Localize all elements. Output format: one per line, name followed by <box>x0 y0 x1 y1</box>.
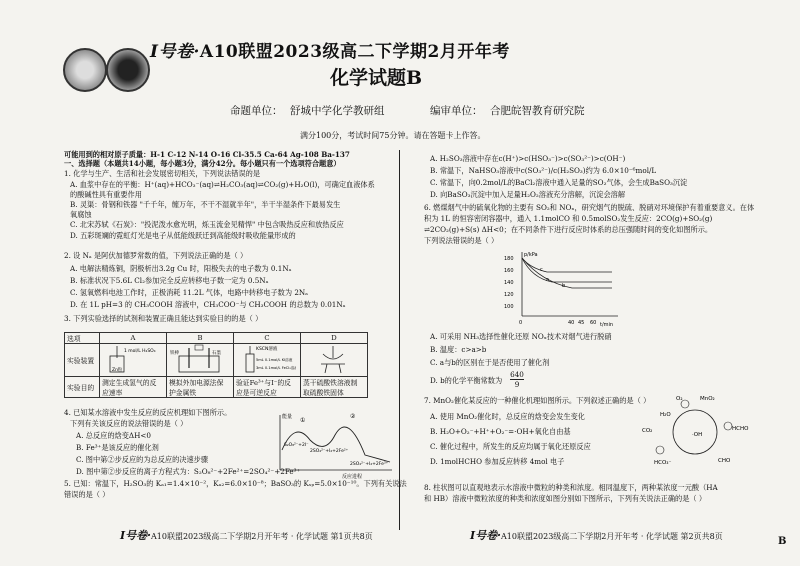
purpose-c: 验证Fe³⁺与I⁻的反 应是可逆反应 <box>234 377 301 398</box>
apparatus-b <box>167 344 234 377</box>
purpose-d: 蒸干硫酸铁溶液制 取硫酸铁固体 <box>301 377 368 398</box>
curve-a <box>522 258 612 282</box>
q8-stem-cont: 和 HB）溶液中微粒浓度的种类和浓度如图分别如下图所示，下列有关说法正确的是（ ） <box>424 494 707 503</box>
step-2-label: ② <box>350 413 356 420</box>
table-header-option: 选项 <box>65 333 100 344</box>
corner-mark: B <box>778 536 787 547</box>
q7-option-b: B. H₂O+O₂⁻+H⁺+O₂⁻=·OH+氧化自由基 <box>430 427 571 436</box>
q2-option-b: B. 标准状况下5.6L Cl₂参加完全反应转移电子数一定为 0.5Nₐ <box>70 276 269 285</box>
curve-c-label: c <box>540 267 543 273</box>
q5-option-a: A. H₂SO₃溶液中存在c(H⁺)>c(HSO₃⁻)>c(SO₃²⁻)>c(OH⁻) <box>430 154 626 163</box>
q7-option-d: D. 1molHCHO 参加反应转移 4mol 电子 <box>430 457 565 466</box>
exam-subtitle: 化学试题B <box>330 67 423 89</box>
q6-stem-4: 下列说法错误的是（ ） <box>424 236 499 245</box>
y-tick-180: 180 <box>504 256 514 262</box>
table-row-label-purpose: 实验目的 <box>65 377 100 398</box>
y-tick-100: 100 <box>504 304 514 310</box>
footer-left: I号卷·A10联盟2023级高二下学期2月开年考 · 化学试题 第1页共8页 <box>120 529 373 542</box>
graph-x-label: t/min <box>600 322 614 328</box>
q4-option-d: D. 图中第②步反应的离子方程式为：S₂O₈²⁻+2Fe²⁺=2SO₄²⁻+2Fe³⁺ <box>76 467 301 476</box>
q7-option-a: A. 使用 MnO₂催化时，总反应的焓变会发生变化 <box>430 412 585 421</box>
table-header-a: A <box>100 333 167 344</box>
svg-text:3mL 0.1mol/L FeCl₃溶液: 3mL 0.1mol/L FeCl₃溶液 <box>256 366 296 370</box>
proposer-label: 命题单位： <box>230 105 283 117</box>
apparatus-a <box>100 344 167 377</box>
exam-title: I号卷·A10联盟2023级高二下学期2月开年考 <box>150 42 510 62</box>
q2-option-c: C. 氢氧燃料电池工作时，正极消耗 11.2L 气体，电路中转移电子数为 2Nₐ <box>70 288 308 297</box>
q6-option-c: C. a与b的区别在于是否使用了催化剂 <box>430 358 550 367</box>
product-label: 2SO₄²⁻+I₂+2Fe³⁺ <box>350 462 389 467</box>
alliance-logo-seal <box>63 48 107 92</box>
curve-b <box>522 258 612 288</box>
mech-h2o: H₂O <box>660 412 671 418</box>
q6-option-d: D. b的化学平衡常数为 <box>430 376 503 385</box>
q7-stem: 7. MnO₂催化某反应的一种催化机理如图所示。下列叙述正确的是（ ） <box>424 396 651 405</box>
q5-option-b: B. 常温下，NaHSO₃溶液中c(SO₃²⁻)/c(H₂SO₃)约为 6.0×10⁻⁶mol/L <box>430 166 657 175</box>
footer-right: I号卷·A10联盟2023级高二下学期2月开年考 · 化学试题 第2页共8页 <box>470 529 723 542</box>
q6-stem-2: 积为 1L 的恒容密闭容器中，通入 1.1molCO 和 0.5molSO₂发生反应：2CO(g)+SO₂(g) <box>424 214 713 223</box>
q8-stem: 8. 柱状图可以直观地表示水溶液中微粒的种类和浓度。相同温度下，两种某浓度一元酸（HA <box>424 483 718 492</box>
q2-stem: 2. 设 Nₐ 是阿伏加德罗常数的值，下列说法正确的是（ ） <box>64 251 248 260</box>
mech-hco3: HCO₃⁻ <box>654 460 672 466</box>
q4-option-b: B. Fe³⁺是该反应的催化剂 <box>76 443 159 452</box>
editor: 合肥皖智教育研究院 <box>490 105 585 117</box>
table-header-c: C <box>234 333 301 344</box>
x-axis-label: 反应进程 <box>342 474 363 480</box>
y-axis-label: 能量 <box>282 414 293 420</box>
q2-option-a: A. 电解法精炼铜，阴极析出3.2g Cu 时，阳极失去的电子数为 0.1Nₐ <box>70 264 292 273</box>
curve-a-label: a <box>546 277 550 283</box>
q1-option-a: A. 血浆中存在的平衡：H⁺(aq)+HCO₃⁻(aq)⇌H₂CO₃(aq)⇌CO₂(g)+H₂O(l)，可确定血液体系 <box>70 180 375 189</box>
q7-option-c: C. 催化过程中，所发生的反应均属于氧化还原反应 <box>430 442 591 451</box>
apparatus-a-drawing <box>102 344 162 374</box>
q1-option-b-cont: 氧腐蚀 <box>70 210 92 219</box>
pressure-time-graph <box>502 248 622 328</box>
apparatus-b-drawing <box>169 344 229 374</box>
q6-option-b: B. 温度：c>a>b <box>430 345 487 354</box>
y-tick-160: 160 <box>504 268 514 274</box>
q1-stem: 1. 化学与生产、生活和社会发展密切相关，下列说法错误的是 <box>64 169 261 178</box>
table-header-d: D <box>301 333 368 344</box>
y-tick-120: 120 <box>504 292 514 298</box>
section-one-heading: 一、选择题（本题共14小题，每小题3分，满分42分。每小题只有一个选项符合题意） <box>64 159 341 168</box>
reaction-mechanism-diagram <box>270 410 395 480</box>
q6-stem: 6. 燃煤烟气中的硫氧化物的主要有 SO₂和 NOₓ，研究烟气的脱硫、脱硝对环境保护有着重要意义。在体 <box>424 203 755 212</box>
q5-stem: 5. 已知：常温下，H₂SO₃的 Kₐ₁=1.4×10⁻²，Kₐ₂=6.0×10⁻⁸；BaSO₃的 Kₛₚ=5.0×10⁻¹⁰。下列有关说法 <box>64 479 407 488</box>
hcho-node <box>724 422 732 430</box>
q4-stem: 4. 已知某水溶液中发生反应的反应机理如下图所示。 <box>64 408 232 417</box>
svg-text:石墨: 石墨 <box>212 351 221 356</box>
q6-stem-3: ⇌2CO₂(g)+S(s) ΔH<0；在不同条件下进行反应时体系的总压强随时间的变化如图所示。 <box>424 225 713 234</box>
fraction-denominator: 9 <box>514 380 520 389</box>
apparatus-c-drawing <box>236 344 296 374</box>
mech-cho: CHO <box>718 458 731 464</box>
x-tick-60: 60 <box>590 320 597 326</box>
q5-stem-cont: 错误的是（ ） <box>64 490 110 499</box>
apparatus-c <box>234 344 301 377</box>
apparatus-d <box>301 344 368 377</box>
purpose-b: 模拟外加电源法保 护金属铁 <box>167 377 234 398</box>
q1-option-b: B. 灵渠：骨钢和铁器 "千千年，缠万年，不干不湿就半年"，半干半湿条件下最易发生 <box>70 200 341 209</box>
exam-note: 满分100分，考试时间75分钟。请在答题卡上作答。 <box>300 131 486 140</box>
column-divider <box>399 150 400 530</box>
proposer: 舒城中学化学教研组 <box>290 105 385 117</box>
mno2-mechanism-diagram <box>640 392 750 472</box>
intermediate-label: 2SO₄²⁻+I₂+2Fe²⁺ <box>310 449 349 454</box>
q5-option-d: D. 向BaSO₃沉淀中加入足量H₂O₂溶液充分溶解，沉淀会溶解 <box>430 190 626 199</box>
q6-option-a: A. 可采用 NH₃选择性催化还原 NOₓ技术对烟气进行脱硝 <box>430 332 612 341</box>
q1-option-c: C. 北宋苏轼《石炭》："投泥泼水愈光明，烁玉流金见精悍" 中包含吸热反应和放热反应 <box>70 220 344 229</box>
q5-option-c: C. 常温下，向0.2mol/L的BaCl₂溶液中通入足量的SO₂气体，会生成BaSO₃沉淀 <box>430 178 688 187</box>
svg-text:1 mol/L H₂SO₄: 1 mol/L H₂SO₄ <box>124 349 156 354</box>
q4-option-c: C. 图中第②步反应的为总反应的决速步骤 <box>76 455 209 464</box>
mech-oh: ·OH <box>692 432 703 438</box>
mech-co2: CO₂ <box>642 428 653 434</box>
mech-o2: O₂ <box>676 396 683 402</box>
x-tick-45: 45 <box>578 320 585 326</box>
q4-option-a: A. 总反应的焓变ΔH<0 <box>76 431 151 440</box>
graph-y-label: p/kPa <box>524 252 538 258</box>
atomic-mass-line: 可能用到的相对原子质量：H-1 C-12 N-14 O-16 Cl-35.5 Ca-64 Ag-108 Ba-137 <box>64 150 350 159</box>
svg-text:铁棒: 铁棒 <box>170 351 179 356</box>
y-tick-140: 140 <box>504 280 514 286</box>
experiment-table <box>64 332 368 398</box>
x-tick-40: 40 <box>568 320 575 326</box>
mech-hcho: HCHO <box>732 426 749 432</box>
q3-stem: 3. 下列实验选择的试剂和装置正确且能达到实验目的的是（ ） <box>64 314 263 323</box>
svg-text:Zn粒: Zn粒 <box>112 368 123 373</box>
x-tick-0: 0 <box>519 320 523 326</box>
q2-option-d: D. 在 1L pH=3 的 CH₃COOH 溶液中，CH₃COO⁻与 CH₃COOH 的总数为 0.01Nₐ <box>70 300 346 309</box>
curve-b-label: b <box>562 283 566 289</box>
q4-stem-cont: 下列有关该反应的说法错误的是（ ） <box>70 419 188 428</box>
q1-option-d: D. 五彩斑斓的霓虹灯光是电子从低能级跃迁到高能级时吸收能量形成的 <box>70 231 296 240</box>
reactant-label: S₂O₈²⁻+2I⁻ <box>284 443 309 448</box>
step-1-label: ① <box>300 417 306 424</box>
hco3-node <box>656 446 664 454</box>
svg-text:5mL 0.1mol/L KI溶液: 5mL 0.1mol/L KI溶液 <box>256 358 293 362</box>
table-header-b: B <box>167 333 234 344</box>
purpose-a: 测定生成氢气的反 应速率 <box>100 377 167 398</box>
apparatus-d-drawing <box>303 344 363 374</box>
school-logo-seal <box>106 48 150 92</box>
mech-mno2: MnO₂ <box>700 396 715 402</box>
fraction-numerator: 640 <box>510 370 524 379</box>
q1-option-a-cont: 的酸碱性具有重要作用 <box>70 190 142 199</box>
table-row-label-device: 实验装置 <box>65 344 100 377</box>
editor-label: 编审单位： <box>430 105 483 117</box>
curve-c <box>522 258 612 272</box>
svg-text:KSCN溶液: KSCN溶液 <box>256 347 278 352</box>
